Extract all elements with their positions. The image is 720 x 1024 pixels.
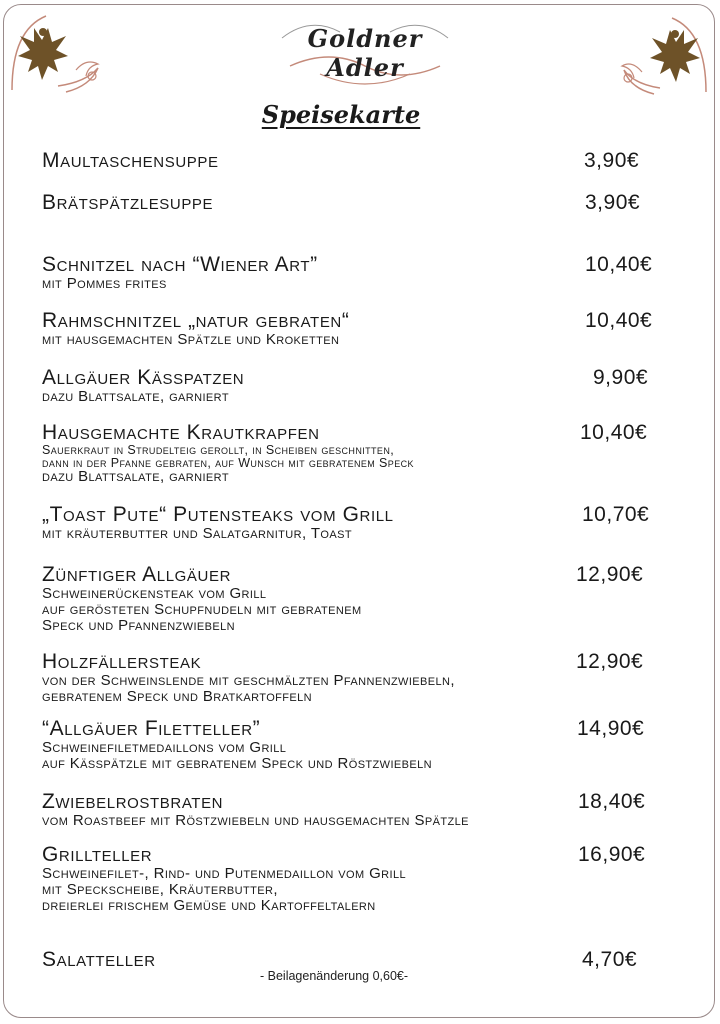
item-price: 4,70€ [582,948,638,971]
restaurant-name: Goldner Adler [307,24,423,82]
menu-item [42,844,672,914]
item-description: Schweinerückensteak vom Grill [42,585,267,602]
item-price: 10,40€ [580,421,648,444]
menu-item [42,791,672,829]
item-description: Schweinefilet-, Rind- und Putenmedaillon vom Grill [42,865,406,882]
item-description: vom Roastbeef mit Röstzwiebeln und hausgemachten Spätzle [42,812,469,829]
menu-item [42,192,672,214]
menu-item [42,367,672,405]
eagle-ornament-right-icon [620,12,712,98]
menu-item [42,310,672,348]
menu-item [42,254,672,292]
item-name: Salatteller [42,948,156,971]
item-name: Rahmschnitzel „natur gebraten“ [42,309,350,332]
item-description: dazu Blattsalate, garniert [42,388,229,405]
item-name: Hausgemachte Krautkrapfen [42,421,320,444]
item-description: dazu Blattsalate, garniert [42,468,229,485]
item-description: auf gerösteten Schupfnudeln mit gebratenem [42,601,362,618]
item-price: 16,90€ [578,843,646,866]
item-price: 18,40€ [578,790,646,813]
item-name: „Toast Pute“ Putensteaks vom Grill [42,503,394,526]
item-price: 14,90€ [577,717,645,740]
item-description: dreierlei frischem Gemüse und Kartoffeltalern [42,897,376,914]
item-description: gebratenem Speck und Bratkartoffeln [42,688,313,705]
item-price: 3,90€ [584,149,640,172]
item-price: 9,90€ [593,366,649,389]
item-name: Schnitzel nach “Wiener Art” [42,253,318,276]
item-name: Brätspätzlesuppe [42,191,214,214]
menu-item [42,422,672,485]
item-name: “Allgäuer Filetteller” [42,717,261,740]
item-price: 3,90€ [585,191,641,214]
item-description: mit kräuterbutter und Salatgarnitur, Toast [42,525,352,542]
item-description: Schweinefiletmedaillons vom Grill [42,739,287,756]
item-price: 12,90€ [576,650,644,673]
item-description: mit hausgemachten Spätzle und Kroketten [42,331,340,348]
item-name: Zwiebelrostbraten [42,790,224,813]
menu-item [42,564,672,634]
restaurant-logo [270,8,460,90]
item-name: Allgäuer Kässpatzen [42,366,245,389]
item-price: 10,40€ [585,309,653,332]
menu-item [42,150,672,172]
item-description: dann in der Pfanne gebraten, auf Wunsch mit gebratenem Speck [42,455,414,470]
item-name: Grillteller [42,843,153,866]
item-price: 10,40€ [585,253,653,276]
eagle-ornament-left-icon [6,10,106,96]
item-name: Zünftiger Allgäuer [42,563,231,586]
menu-item [42,949,672,971]
item-description: Speck und Pfannenzwiebeln [42,617,235,634]
item-description: Sauerkraut in Strudelteig gerollt, in Scheiben geschnitten, [42,443,395,457]
item-description: mit Speckscheibe, Kräuterbutter, [42,881,278,898]
side-dish-change-note: - Beilagenänderung 0,60€- [260,969,409,983]
menu-item [42,651,672,705]
menu-item [42,718,672,772]
item-name: Maultaschensuppe [42,149,219,172]
item-description: mit Pommes frites [42,275,167,292]
item-name: Holzfällersteak [42,650,202,673]
menu-item [42,504,672,542]
item-description: von der Schweinslende mit geschmälzten Pfannenzwiebeln, [42,672,455,689]
item-description: auf Kässpätzle mit gebratenem Speck und Röstzwiebeln [42,755,432,772]
item-price: 10,70€ [582,503,650,526]
menu-heading: Speisekarte [261,100,421,129]
item-price: 12,90€ [576,563,644,586]
